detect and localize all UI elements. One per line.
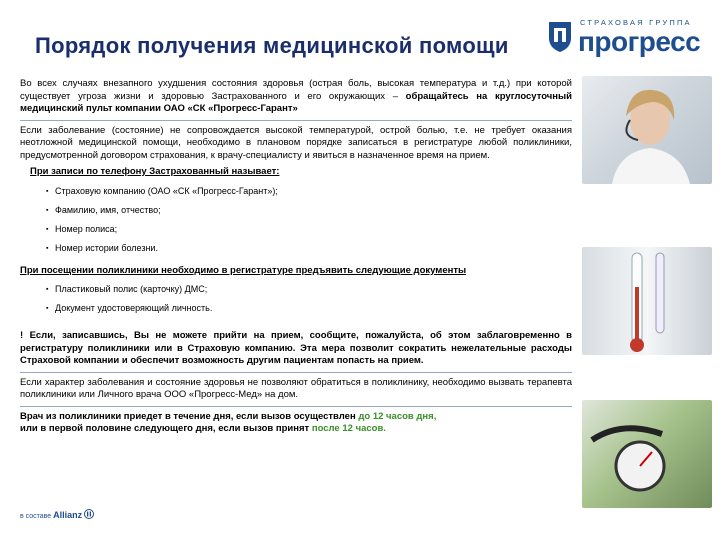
cancel-paragraph: ! Если, записавшись, Вы не можете прийти на прием, сообщите, пожалуйста, об этом заблаговременно в регистратуру поликлиники или в Страховую компанию. Эта мера позволит сократить нежелательные расходы Страховой компании и обеспечит возможность другим пациентам попасть на прием. [20,330,572,366]
phone-list [20,182,572,258]
visit-list [20,280,572,318]
thermometer-icon [582,247,712,355]
list-item: ▪ Фамилию, имя, отчество; [55,201,572,220]
divider [20,406,572,407]
operator-image-icon [582,76,712,184]
list-item: ▪ Пластиковый полис (карточку) ДМС; [55,280,572,299]
arrival-time-1: до 12 часов дня, [358,410,437,422]
tonometer-icon [582,400,712,508]
visit-heading: При посещении поликлиники необходимо в регистратуре предъявить следующие документы [20,264,467,276]
phone-heading: При записи по телефону Застрахованный называет: [30,166,280,177]
home-visit-paragraph: Если характер заболевания и состояние здоровья не позволяют обратиться в поликлинику, необходимо вызвать терапевта поликлиники или Личного врача ООО «Прогресс-Мед» на дом. [20,376,572,400]
urgent-text: Во всех случаях внезапного ухудшения состояния здоровья (острая боль, высокая температура и т.д.) при которой существует угроза жизни и здоровью Застрахованного и его окружающих – [20,78,572,102]
planned-paragraph: Если заболевание (состояние) не сопровождается высокой температурой, острой болью, т.е. не требует оказания неотложной медицинской помощи, необходимо в плановом порядке записаться в регистратуре любой поликлиники, предусмотренной договором страхования, к врачу-специалисту и явиться в назначенное время на прием. [20,124,572,161]
footer-brand-name: Allianz [53,510,83,520]
arrival-text-2: или в первой половине следующего дня, если вызов принят [20,423,312,434]
logo-name: прогресс [578,26,701,57]
divider [20,120,572,121]
list-item: ▪ Номер полиса; [55,220,572,239]
urgent-text-bold: обращайтесь на круглосуточный медицинский пульт компании ОАО «СК «Прогресс-Гарант» [20,90,572,114]
allianz-logo-icon [84,509,94,519]
thermometer-photo [582,247,712,355]
company-logo [545,16,705,62]
footer-prefix: в составе [20,513,52,520]
logo-tagline: СТРАХОВАЯ ГРУППА [580,18,692,27]
operator-photo [582,76,712,184]
list-item: ▪ Документ удостоверяющий личность. [55,299,572,318]
arrival-time-2: после 12 часов. [311,423,386,434]
arrival-text-1: Врач из поликлиники приедет в течение дня, если вызов осуществлен [20,410,359,422]
page-title: Порядок получения медицинской помощи [35,33,509,58]
footer-brand [20,509,94,520]
tonometer-photo [582,400,712,508]
main-content [20,78,572,436]
list-item: ▪ Номер истории болезни. [55,239,572,258]
logo-emblem-icon [545,20,575,54]
doctor-arrival-paragraph [20,411,572,436]
list-item: ▪ Страховую компанию (ОАО «СК «Прогресс-Гарант»); [55,182,572,201]
urgent-paragraph [20,78,572,116]
divider [20,372,572,373]
